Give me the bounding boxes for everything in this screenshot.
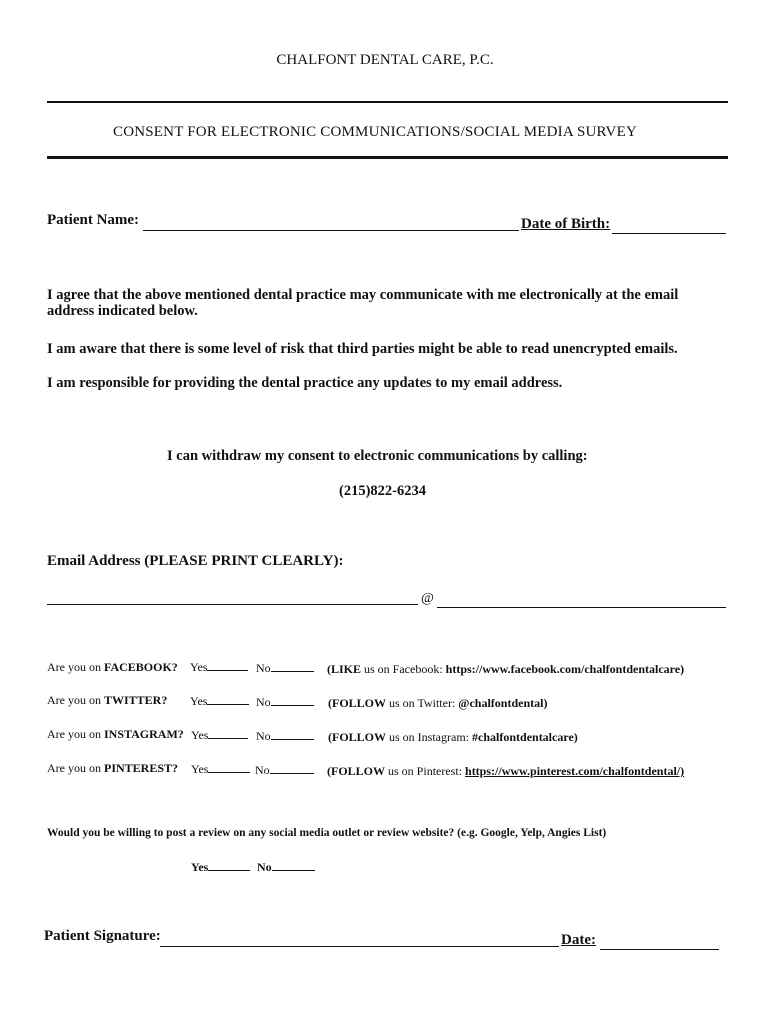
pinterest-yes[interactable]: Yes	[191, 762, 250, 777]
social-row-instagram	[47, 727, 184, 742]
social-prefix: Are you on	[47, 660, 104, 674]
form-title: CONSENT FOR ELECTRONIC COMMUNICATIONS/SOCIAL MEDIA SURVEY	[113, 124, 637, 140]
facebook-follow-text: (LIKE us on Facebook: https://www.facebook.com/chalfontdentalcare)	[327, 662, 685, 676]
instagram-no[interactable]: No	[256, 729, 314, 744]
instagram-yes[interactable]: Yes	[191, 728, 248, 743]
header-bottom-rule	[47, 156, 728, 159]
responsibility-statement: I am responsible for providing the dental practice any updates to my email address.	[47, 375, 563, 391]
review-no[interactable]: No	[257, 860, 315, 875]
social-network: INSTAGRAM?	[104, 727, 184, 741]
social-row-facebook	[47, 660, 178, 675]
signature-field[interactable]	[160, 946, 559, 947]
dob-label: Date of Birth:	[521, 216, 611, 232]
withdraw-consent-text: I can withdraw my consent to electronic communications by calling:	[167, 448, 588, 464]
pinterest-no[interactable]: No	[255, 763, 314, 778]
social-prefix: Are you on	[47, 727, 104, 741]
signature-label: Patient Signature:	[44, 928, 161, 944]
email-at-sign: @	[421, 591, 434, 606]
agree-statement-line1: I agree that the above mentioned dental practice may communicate with me electronically at the email	[47, 287, 679, 303]
social-row-twitter	[47, 693, 167, 708]
twitter-yes[interactable]: Yes	[190, 694, 249, 709]
facebook-yes[interactable]: Yes	[190, 660, 248, 675]
twitter-no[interactable]: No	[256, 695, 314, 710]
review-yes[interactable]: Yes	[191, 860, 250, 875]
pinterest-follow-text: (FOLLOW us on Pinterest: https://www.pinterest.com/chalfontdental/)	[327, 764, 685, 778]
signature-date-field[interactable]	[600, 949, 719, 950]
email-label: Email Address (PLEASE PRINT CLEARLY):	[47, 553, 344, 569]
social-prefix: Are you on	[47, 693, 104, 707]
social-network: FACEBOOK?	[104, 660, 178, 674]
social-network: TWITTER?	[104, 693, 168, 707]
patient-name-field[interactable]	[143, 230, 519, 231]
social-row-pinterest	[47, 761, 178, 776]
practice-name: CHALFONT DENTAL CARE, P.C.	[276, 52, 494, 68]
social-network: PINTEREST?	[104, 761, 179, 775]
social-prefix: Are you on	[47, 761, 104, 775]
agree-statement-line2: address indicated below.	[47, 303, 198, 319]
risk-statement: I am aware that there is some level of risk that third parties might be able to read unencrypted emails.	[47, 341, 678, 357]
instagram-follow-text: (FOLLOW us on Instagram: #chalfontdentalcare)	[328, 730, 578, 744]
signature-date-label: Date:	[561, 932, 596, 948]
patient-name-label: Patient Name:	[47, 212, 140, 228]
email-username-field[interactable]	[47, 604, 418, 605]
twitter-follow-text: (FOLLOW us on Twitter: @chalfontdental)	[328, 696, 548, 710]
review-question: Would you be willing to post a review on any social media outlet or review website? (e.g. Google, Yelp, Angies List)	[47, 827, 607, 839]
header-top-rule	[47, 101, 728, 103]
facebook-no[interactable]: No	[256, 661, 314, 676]
practice-phone: (215)822-6234	[339, 483, 426, 499]
email-domain-field[interactable]	[437, 607, 726, 608]
dob-field[interactable]	[612, 233, 726, 234]
